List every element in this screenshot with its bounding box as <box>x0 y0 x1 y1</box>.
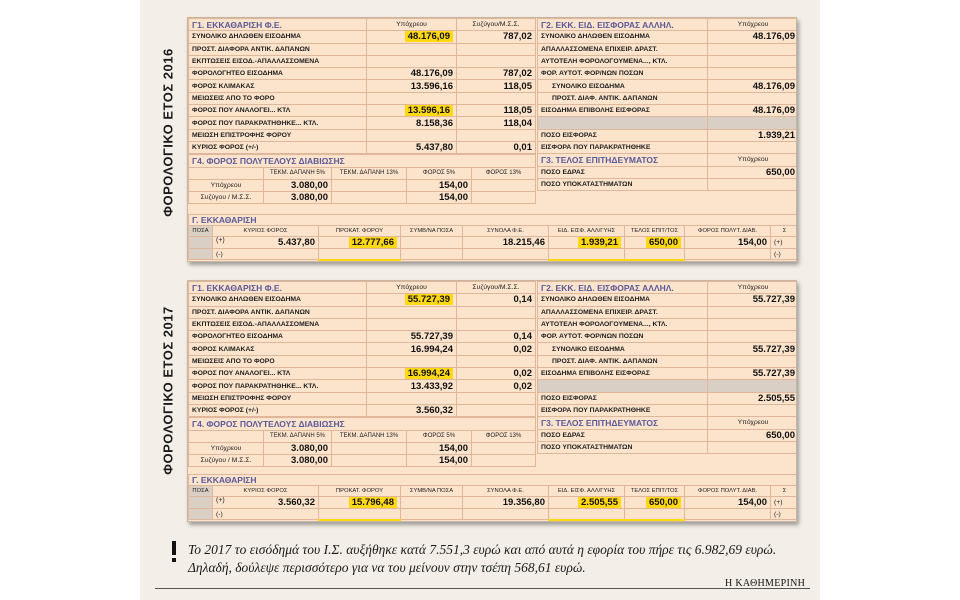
g1-row <box>189 404 536 416</box>
g3-row <box>538 441 798 453</box>
value-taxpayer: 55.727,39 <box>367 331 457 343</box>
g2-row <box>538 306 798 318</box>
col-header: ΠΡΟΚΑΤ. ΦΟΡΟΥ <box>319 486 401 497</box>
col-header: Σ <box>771 226 798 237</box>
row-value <box>708 404 798 416</box>
value-spouse: 0,02 <box>457 380 536 392</box>
empty-cell <box>685 249 771 260</box>
highlight: 650,00 <box>646 237 681 248</box>
highlight: 48.176,09 <box>405 31 453 42</box>
settlement-value <box>319 497 401 509</box>
g4-title: Γ4. ΦΟΡΟΣ ΠΟΛΥΤΕΛΟΥΣ ΔΙΑΒΙΩΣΗΣ <box>189 155 536 167</box>
g-settlement-2017 <box>188 474 797 521</box>
row-label: ΦΟΡ. ΑΥΤΟΤ. ΦΟΡ/ΝΩΝ ΠΟΣΩΝ <box>538 68 708 80</box>
row-label: ΠΟΣΟ ΕΙΣΦΟΡΑΣ <box>538 129 708 141</box>
row-label: ΣΥΝΟΛΙΚΟ ΔΗΛΩΘΕΝ ΕΙΣΟΔΗΜΑ <box>189 31 367 43</box>
highlight: 1.939,21 <box>578 237 621 248</box>
row-label: ΦΟΡΟΣ ΚΛΙΜΑΚΑΣ <box>189 80 367 92</box>
row-value: 48.176,09 <box>708 105 798 117</box>
row-label: ΦΟΡΟΣ ΚΛΙΜΑΚΑΣ <box>189 343 367 355</box>
col-header: Υπόχρεου <box>708 282 798 294</box>
empty-cell <box>549 249 625 260</box>
row-label: Συζύγου / Μ.Σ.Σ. <box>189 455 264 467</box>
row-label: ΑΥΤΟΤΕΛΗ ΦΟΡΟΛΟΓΟΥΜΕΝΑ..., ΚΤΛ. <box>538 55 708 67</box>
g2-row <box>538 129 798 141</box>
row-value: 650,00 <box>708 429 798 441</box>
g1-row <box>189 55 536 67</box>
row-label: ΠΡΟΣΤ. ΔΙΑΦΟΡΑ ΑΝΤΙΚ. ΔΑΠΑΝΩΝ <box>189 43 367 55</box>
g-settlement-2016 <box>188 214 797 261</box>
row-value: 3.080,00 <box>264 442 332 454</box>
row-label: ΦΟΡΟΣ ΠΟΥ ΑΝΑΛΟΓΕΙ... ΚΤΛ <box>189 368 367 380</box>
row-label: ΑΠΑΛΛΑΣΣΟΜΕΝΑ ΕΠΙΧΕΙΡ. ΔΡΑΣΤ. <box>538 43 708 55</box>
col-header: ΣΥΜΒ/ΝΑ ΠΟΣΑ <box>401 226 463 237</box>
empty-cell <box>401 509 463 520</box>
value-spouse <box>457 92 536 104</box>
highlight: 15.796,48 <box>349 497 397 508</box>
row-label <box>538 117 708 129</box>
g4-row <box>189 442 536 454</box>
row-value: 154,00 <box>407 455 472 467</box>
row-label: ΣΥΝΟΛΙΚΟ ΕΙΣΟΔΗΜΑ <box>538 80 708 92</box>
row-label <box>538 380 708 392</box>
empty-cell <box>463 249 549 260</box>
brand-logo: Η ΚΑΘΗΜΕΡΙΝΗ <box>725 578 806 589</box>
g1-row <box>189 318 536 330</box>
row-value <box>332 179 407 191</box>
col-header: Συζύγου/Μ.Σ.Σ. <box>457 19 536 31</box>
spacer <box>189 430 264 442</box>
plus-row <box>213 237 319 249</box>
tax-form-2017 <box>187 280 797 522</box>
row-label: ΠΡΟΣΤ. ΔΙΑΦ. ΑΝΤΙΚ. ΔΑΠΑΝΩΝ <box>538 92 708 104</box>
col-header: Υπόχρεου <box>708 154 798 166</box>
value-spouse: 0,02 <box>457 343 536 355</box>
settlement-value <box>625 497 685 509</box>
row-marker <box>189 249 213 260</box>
row-label: ΣΥΝΟΛΙΚΟ ΔΗΛΩΘΕΝ ΕΙΣΟΔΗΜΑ <box>538 294 708 306</box>
col-header: ΠΟΣΑ <box>189 486 213 497</box>
row-label: ΦΟΡΟΛΟΓΗΤΕΟ ΕΙΣΟΔΗΜΑ <box>189 68 367 80</box>
side-minus: (-) <box>771 249 798 260</box>
value-spouse: 0,01 <box>457 141 536 153</box>
g2-row <box>538 392 798 404</box>
row-label: ΠΡΟΣΤ. ΔΙΑΦΟΡΑ ΑΝΤΙΚ. ΔΑΠΑΝΩΝ <box>189 306 367 318</box>
row-label: ΜΕΙΩΣΗ ΕΠΙΣΤΡΟΦΗΣ ΦΟΡΟΥ <box>189 129 367 141</box>
row-value <box>708 43 798 55</box>
settlement-value <box>625 237 685 249</box>
value-taxpayer <box>367 306 457 318</box>
col-header: ΣΥΝΟΛΑ Φ.Ε. <box>463 226 549 237</box>
col-header: Υπόχρεου <box>367 282 457 294</box>
row-label: ΦΟΡΟΣ ΠΟΥ ΑΝΑΛΟΓΕΙ... ΚΤΛ <box>189 105 367 117</box>
g-title: Γ. ΕΚΚΑΘΑΡΙΣΗ <box>189 215 798 226</box>
g2-section-2016 <box>537 18 797 191</box>
row-label: ΕΙΣΦΟΡΑ ΠΟΥ ΠΑΡΑΚΡΑΤΗΘΗΚΕ <box>538 141 708 153</box>
minus-label: (-) <box>213 509 319 520</box>
settlement-value <box>401 497 463 509</box>
g1-row <box>189 355 536 367</box>
col-header: ΚΥΡΙΟΣ ΦΟΡΟΣ <box>213 226 319 237</box>
row-label: ΜΕΙΩΣΗ ΕΠΙΣΤΡΟΦΗΣ ΦΟΡΟΥ <box>189 392 367 404</box>
row-value: 650,00 <box>708 166 798 178</box>
side-minus: (-) <box>771 509 798 520</box>
row-value: 55.727,39 <box>708 343 798 355</box>
value-spouse <box>457 392 536 404</box>
g1-row <box>189 80 536 92</box>
highlight: 2.505,55 <box>578 497 621 508</box>
value-taxpayer <box>367 129 457 141</box>
row-value <box>708 441 798 453</box>
g2-row <box>538 331 798 343</box>
value-spouse: 0,02 <box>457 368 536 380</box>
plus-row <box>213 497 319 509</box>
settlement-value: 154,00 <box>685 237 771 249</box>
value-taxpayer: 5.437,80 <box>367 141 457 153</box>
settlement-value: 18.215,46 <box>463 237 549 249</box>
row-value <box>708 68 798 80</box>
row-label: ΦΟΡΟΣ ΠΟΥ ΠΑΡΑΚΡΑΤΗΘΗΚΕ... ΚΤΛ. <box>189 117 367 129</box>
row-marker <box>189 509 213 520</box>
value-spouse: 118,05 <box>457 105 536 117</box>
settlement-value <box>401 237 463 249</box>
g1-row <box>189 68 536 80</box>
row-label: Συζύγου / Μ.Σ.Σ. <box>189 192 264 204</box>
col-header: ΤΕΛΟΣ ΕΠΙΤ/ΤΟΣ <box>625 226 685 237</box>
footer-divider <box>155 588 810 589</box>
row-label: ΕΙΣΟΔΗΜΑ ΕΠΙΒΟΛΗΣ ΕΙΣΦΟΡΑΣ <box>538 105 708 117</box>
g3-row <box>538 166 798 178</box>
g2-row <box>538 43 798 55</box>
col-header: ΦΟΡΟΣ ΠΟΛΥΤ. ΔΙΑΒ. <box>685 226 771 237</box>
col-header: ΣΥΜΒ/ΝΑ ΠΟΣΑ <box>401 486 463 497</box>
settlement-value: 154,00 <box>685 497 771 509</box>
highlight: 16.994,24 <box>405 368 453 379</box>
settlement-value <box>549 237 625 249</box>
empty-cell <box>401 249 463 260</box>
row-label: ΚΥΡΙΟΣ ΦΟΡΟΣ (+/-) <box>189 141 367 153</box>
col-header: ΚΥΡΙΟΣ ΦΟΡΟΣ <box>213 486 319 497</box>
value-taxpayer <box>367 368 457 380</box>
g2-row <box>538 92 798 104</box>
row-value: 154,00 <box>407 179 472 191</box>
value-spouse <box>457 55 536 67</box>
row-value <box>332 192 407 204</box>
row-value: 3.080,00 <box>264 455 332 467</box>
g2-row <box>538 117 798 129</box>
row-label: ΑΠΑΛΛΑΣΣΟΜΕΝΑ ΕΠΙΧΕΙΡ. ΔΡΑΣΤ. <box>538 306 708 318</box>
g1-section-2016 <box>188 18 535 204</box>
row-value <box>708 117 798 129</box>
row-label: ΜΕΙΩΣΕΙΣ ΑΠΟ ΤΟ ΦΟΡΟ <box>189 355 367 367</box>
g4-row <box>189 179 536 191</box>
col-header: ΠΟΣΑ <box>189 226 213 237</box>
value-taxpayer: 8.158,36 <box>367 117 457 129</box>
tax-form-2016 <box>187 17 797 262</box>
highlight: 55.727,39 <box>405 294 453 305</box>
g1-row <box>189 343 536 355</box>
col-header: ΣΥΝΟΛΑ Φ.Ε. <box>463 486 549 497</box>
row-label: ΦΟΡΟΛΟΓΗΤΕΟ ΕΙΣΟΔΗΜΑ <box>189 331 367 343</box>
g1-row <box>189 117 536 129</box>
col-header: ΦΟΡΟΣ 13% <box>472 430 536 442</box>
col-header: Συζύγου/Μ.Σ.Σ. <box>457 282 536 294</box>
g1-row <box>189 129 536 141</box>
value-taxpayer: 48.176,09 <box>367 68 457 80</box>
g2-row <box>538 318 798 330</box>
g3-title: Γ3. ΤΕΛΟΣ ΕΠΙΤΗΔΕΥΜΑΤΟΣ <box>538 154 708 166</box>
row-label: ΚΥΡΙΟΣ ΦΟΡΟΣ (+/-) <box>189 404 367 416</box>
row-marker <box>189 497 213 509</box>
settlement-value <box>549 497 625 509</box>
g3-title: Γ3. ΤΕΛΟΣ ΕΠΙΤΗΔΕΥΜΑΤΟΣ <box>538 417 708 429</box>
empty-cell <box>319 249 401 260</box>
value-spouse <box>457 306 536 318</box>
row-label: ΣΥΝΟΛΙΚΟ ΔΗΛΩΘΕΝ ΕΙΣΟΔΗΜΑ <box>538 31 708 43</box>
row-value <box>332 455 407 467</box>
col-header: ΠΡΟΚΑΤ. ΦΟΡΟΥ <box>319 226 401 237</box>
row-value: 3.080,00 <box>264 192 332 204</box>
col-header: ΦΟΡΟΣ 5% <box>407 167 472 179</box>
col-header: ΤΕΚΜ. ΔΑΠΑΝΗ 5% <box>264 430 332 442</box>
row-label: ΑΥΤΟΤΕΛΗ ΦΟΡΟΛΟΓΟΥΜΕΝΑ..., ΚΤΛ. <box>538 318 708 330</box>
g1-row <box>189 294 536 306</box>
g2-row <box>538 404 798 416</box>
row-value <box>472 179 536 191</box>
main-tax-value: 5.437,80 <box>278 237 315 248</box>
value-spouse: 118,04 <box>457 117 536 129</box>
g2-row <box>538 294 798 306</box>
g1-title: Γ1. ΕΚΚΑΘΑΡΙΣΗ Φ.Ε. <box>189 19 367 31</box>
g2-title: Γ2. ΕΚΚ. ΕΙΔ. ΕΙΣΦΟΡΑΣ ΑΛΛΗΛ. <box>538 19 708 31</box>
row-value: 2.505,55 <box>708 392 798 404</box>
g-title: Γ. ΕΚΚΑΘΑΡΙΣΗ <box>189 475 798 486</box>
year-2016-label: ΦΟΡΟΛΟΓΙΚΟ ΕΤΟΣ 2016 <box>160 47 176 217</box>
value-spouse <box>457 129 536 141</box>
row-value: 48.176,09 <box>708 31 798 43</box>
value-spouse: 787,02 <box>457 31 536 43</box>
row-label: ΦΟΡ. ΑΥΤΟΤ. ΦΟΡ/ΝΩΝ ΠΟΣΩΝ <box>538 331 708 343</box>
caption-note: Το 2017 το εισόδημά του Ι.Σ. αυξήθηκε κατά 7.551,3 ευρώ και από αυτά η εφορία του πήρε τις 6.982,69 ευρώ. Δηλαδή, δούλεψε περισσότερο για να του μείνουν στην τσέπη 568,61 ευρώ. <box>188 542 777 575</box>
g1-row <box>189 141 536 153</box>
g4-row <box>189 192 536 204</box>
row-label: Υπόχρεου <box>189 442 264 454</box>
col-header: ΤΕΚΜ. ΔΑΠΑΝΗ 5% <box>264 167 332 179</box>
row-value: 154,00 <box>407 442 472 454</box>
g3-row <box>538 178 798 190</box>
row-value <box>708 306 798 318</box>
row-value <box>708 331 798 343</box>
g2-row <box>538 343 798 355</box>
row-value <box>708 318 798 330</box>
value-taxpayer: 3.560,32 <box>367 404 457 416</box>
g2-row <box>538 31 798 43</box>
row-value: 55.727,39 <box>708 368 798 380</box>
main-tax-value: 3.560,32 <box>278 497 315 508</box>
value-spouse <box>457 355 536 367</box>
row-label: ΠΟΣΟ ΥΠΟΚΑΤΑΣΤΗΜΑΤΩΝ <box>538 441 708 453</box>
row-label: ΠΟΣΟ ΕΔΡΑΣ <box>538 166 708 178</box>
g2-title: Γ2. ΕΚΚ. ΕΙΔ. ΕΙΣΦΟΡΑΣ ΑΛΛΗΛ. <box>538 282 708 294</box>
row-value: 1.939,21 <box>708 129 798 141</box>
value-taxpayer <box>367 43 457 55</box>
highlight: 650,00 <box>646 497 681 508</box>
side-plus: (+) <box>771 497 798 509</box>
col-header: ΦΟΡΟΣ 5% <box>407 430 472 442</box>
value-taxpayer <box>367 392 457 404</box>
value-taxpayer <box>367 294 457 306</box>
plus-label: (+) <box>216 237 225 244</box>
g2-row <box>538 141 798 153</box>
g1-title: Γ1. ΕΚΚΑΘΑΡΙΣΗ Φ.Ε. <box>189 282 367 294</box>
col-header: ΕΙΔ. ΕΙΣΦ. ΑΛΛ/ΓΥΗΣ <box>549 486 625 497</box>
value-taxpayer <box>367 355 457 367</box>
value-taxpayer <box>367 92 457 104</box>
g1-row <box>189 105 536 117</box>
value-taxpayer: 13.433,92 <box>367 380 457 392</box>
col-header: Υπόχρεου <box>367 19 457 31</box>
plus-label: (+) <box>216 497 225 504</box>
g2-row <box>538 380 798 392</box>
value-taxpayer <box>367 318 457 330</box>
highlight: 12.777,66 <box>349 237 397 248</box>
row-label: ΠΟΣΟ ΕΙΣΦΟΡΑΣ <box>538 392 708 404</box>
spacer <box>189 167 264 179</box>
g2-row <box>538 55 798 67</box>
value-spouse: 0,14 <box>457 331 536 343</box>
col-header: ΤΕΛΟΣ ΕΠΙΤ/ΤΟΣ <box>625 486 685 497</box>
g1-row <box>189 392 536 404</box>
g2-row <box>538 80 798 92</box>
settlement-value <box>319 237 401 249</box>
value-spouse: 118,05 <box>457 80 536 92</box>
value-taxpayer: 13.596,16 <box>367 80 457 92</box>
row-value <box>332 442 407 454</box>
g2-section-2017 <box>537 281 797 454</box>
g1-row <box>189 306 536 318</box>
value-taxpayer <box>367 31 457 43</box>
g1-row <box>189 331 536 343</box>
row-label: Υπόχρεου <box>189 179 264 191</box>
row-label: ΣΥΝΟΛΙΚΟ ΕΙΣΟΔΗΜΑ <box>538 343 708 355</box>
value-spouse: 0,14 <box>457 294 536 306</box>
col-header: Σ <box>771 486 798 497</box>
g2-row <box>538 368 798 380</box>
g1-row <box>189 43 536 55</box>
value-taxpayer <box>367 105 457 117</box>
row-label: ΠΟΣΟ ΥΠΟΚΑΤΑΣΤΗΜΑΤΩΝ <box>538 178 708 190</box>
row-value <box>708 92 798 104</box>
value-spouse <box>457 404 536 416</box>
row-value <box>708 355 798 367</box>
col-header: ΤΕΚΜ. ΔΑΠΑΝΗ 13% <box>332 167 407 179</box>
row-label: ΠΡΟΣΤ. ΔΙΑΦ. ΑΝΤΙΚ. ΔΑΠΑΝΩΝ <box>538 355 708 367</box>
row-value: 154,00 <box>407 192 472 204</box>
empty-cell <box>549 509 625 520</box>
col-header: Υπόχρεου <box>708 417 798 429</box>
row-value <box>472 442 536 454</box>
row-label: ΜΕΙΩΣΕΙΣ ΑΠΟ ΤΟ ΦΟΡΟ <box>189 92 367 104</box>
row-value <box>708 380 798 392</box>
col-header: Υπόχρεου <box>708 19 798 31</box>
value-taxpayer: 16.994,24 <box>367 343 457 355</box>
g4-row <box>189 455 536 467</box>
g2-row <box>538 355 798 367</box>
col-header: ΦΟΡΟΣ ΠΟΛΥΤ. ΔΙΑΒ. <box>685 486 771 497</box>
g1-row <box>189 380 536 392</box>
row-label: ΕΙΣΦΟΡΑ ΠΟΥ ΠΑΡΑΚΡΑΤΗΘΗΚΕ <box>538 404 708 416</box>
highlight: 13.596,16 <box>405 105 453 116</box>
g4-title: Γ4. ΦΟΡΟΣ ΠΟΛΥΤΕΛΟΥΣ ΔΙΑΒΙΩΣΗΣ <box>189 418 536 430</box>
g2-row <box>538 105 798 117</box>
side-plus: (+) <box>771 237 798 249</box>
exclamation-icon <box>170 541 178 563</box>
minus-label: (-) <box>213 249 319 260</box>
row-value <box>708 178 798 190</box>
empty-cell <box>319 509 401 520</box>
g1-row <box>189 368 536 380</box>
row-value: 3.080,00 <box>264 179 332 191</box>
row-value <box>472 455 536 467</box>
row-label: ΕΙΣΟΔΗΜΑ ΕΠΙΒΟΛΗΣ ΕΙΣΦΟΡΑΣ <box>538 368 708 380</box>
col-header: ΤΕΚΜ. ΔΑΠΑΝΗ 13% <box>332 430 407 442</box>
row-value: 48.176,09 <box>708 80 798 92</box>
empty-cell <box>625 509 685 520</box>
g1-row <box>189 92 536 104</box>
row-label: ΕΚΠΤΩΣΕΙΣ ΕΙΣΟΔ.-ΑΠΑΛΛΑΣΣΟΜΕΝΑ <box>189 318 367 330</box>
value-taxpayer <box>367 55 457 67</box>
value-spouse <box>457 43 536 55</box>
g1-section-2017 <box>188 281 535 467</box>
row-label: ΕΚΠΤΩΣΕΙΣ ΕΙΣΟΔ.-ΑΠΑΛΛΑΣΣΟΜΕΝΑ <box>189 55 367 67</box>
row-label: ΦΟΡΟΣ ΠΟΥ ΠΑΡΑΚΡΑΤΗΘΗΚΕ... ΚΤΛ. <box>189 380 367 392</box>
row-label: ΣΥΝΟΛΙΚΟ ΔΗΛΩΘΕΝ ΕΙΣΟΔΗΜΑ <box>189 294 367 306</box>
empty-cell <box>463 509 549 520</box>
row-marker <box>189 237 213 249</box>
empty-cell <box>685 509 771 520</box>
g2-row <box>538 68 798 80</box>
value-spouse <box>457 318 536 330</box>
row-value <box>708 141 798 153</box>
col-header: ΦΟΡΟΣ 13% <box>472 167 536 179</box>
row-label: ΠΟΣΟ ΕΔΡΑΣ <box>538 429 708 441</box>
g1-row <box>189 31 536 43</box>
empty-cell <box>625 249 685 260</box>
col-header: ΕΙΔ. ΕΙΣΦ. ΑΛΛ/ΓΥΗΣ <box>549 226 625 237</box>
value-spouse: 787,02 <box>457 68 536 80</box>
row-value <box>472 192 536 204</box>
settlement-value: 19.356,80 <box>463 497 549 509</box>
row-value: 55.727,39 <box>708 294 798 306</box>
g3-row <box>538 429 798 441</box>
row-value <box>708 55 798 67</box>
year-2017-label: ΦΟΡΟΛΟΓΙΚΟ ΕΤΟΣ 2017 <box>160 305 176 475</box>
